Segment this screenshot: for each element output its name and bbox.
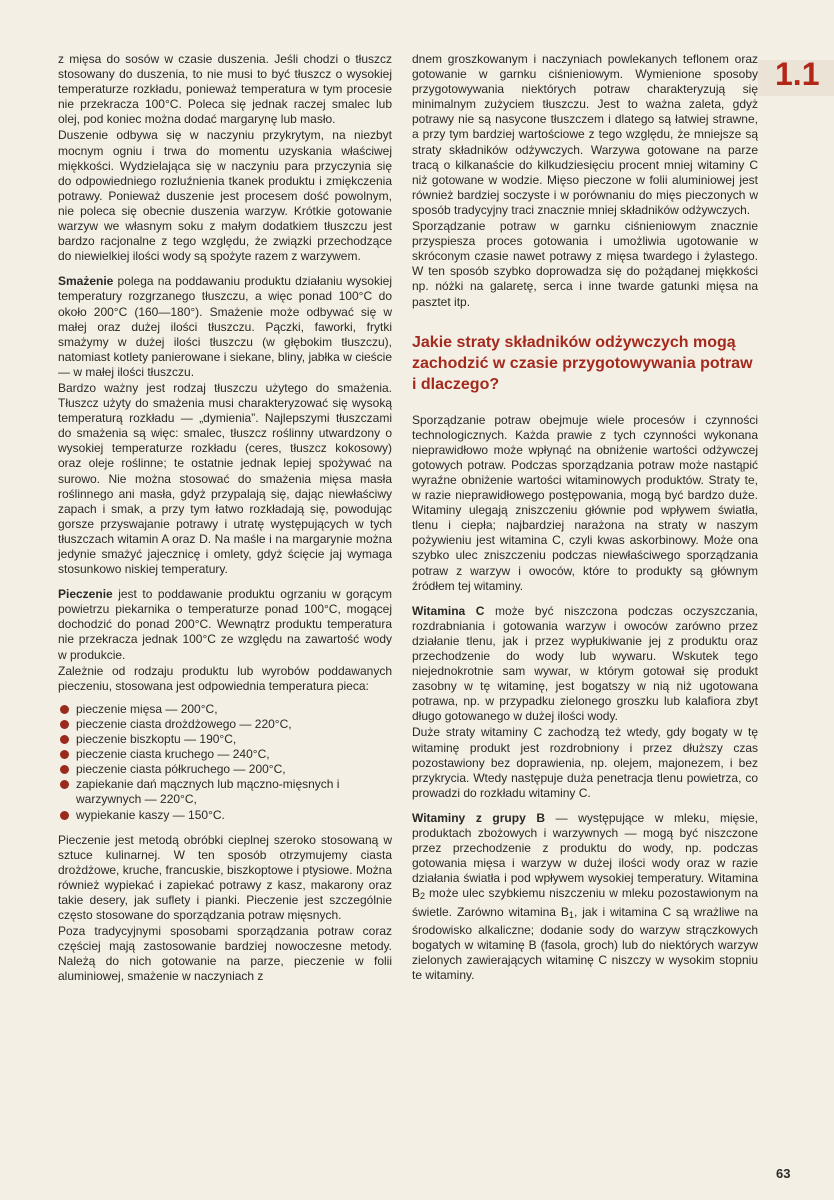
paragraph: Pieczenie jest metodą obróbki cieplnej szeroko stosowaną w sztuce kulinarnej. W ten sposób otrzymujemy ciasta drożdżowe, kruche, francuskie, biszkoptowe i ptysiowe. Można również wypiekać i zapiekać potrawy z kasz, makarony oraz takie desery, jak suflety i pianki. Pieczenie jest szczególnie często stosowane do sporządzania potraw mięsnych. bbox=[58, 832, 392, 923]
paragraph-baking: Pieczenie jest to poddawanie produktu ogrzaniu w gorącym powietrzu piekarnika o temperaturze ponad 100°C, mogącej dochodzić do ponad 200°C. Wewnątrz produktu temperatura nie przekracza jednak 100°C ze względu na zawartość wody w produkcie. bbox=[58, 587, 392, 662]
bullet-icon bbox=[60, 750, 69, 759]
paragraph: Duszenie odbywa się w naczyniu przykrytym, na niezbyt mocnym ogniu i trwa do momentu uzyskania właściwej miękkości. Wydzielająca się w naczyniu para przyczynia się do odpowiedniego rozluźnienia tkanek produktu i zmiękczenia potrawy. Ponieważ duszenie jest procesem dość powolnym, nie poleca się obecnie duszenia warzyw. Krótkie gotowanie warzyw we własnym soku z małym dodatkiem tłuszczu jest bardzo racjonalne z tego względu, że związki przechodzące do niewielkiej ilości wody są spożyte razem z warzywem. bbox=[58, 128, 392, 264]
term-baking: Pieczenie bbox=[58, 587, 113, 602]
bullet-icon bbox=[60, 780, 69, 789]
term-vitamin-c: Witamina C bbox=[412, 603, 485, 618]
list-item: pieczenie mięsa — 200°C, bbox=[58, 702, 392, 717]
paragraph: Bardzo ważny jest rodzaj tłuszczu użytego do smażenia. Tłuszcz użyty do smażenia musi charakteryzować się wysoką temperaturą rozkładu — „dymienia”. Najlepszymi tłuszczami do smażenia są więc: smalec, tłuszcz roślinny utwardzony o wysokiej temperaturze rozkładu (ceres, tłuszcz kokosowy) oraz oleje roślinne; te ostatnie jednak lepiej spożywać na surowo. Nie można stosować do smażenia mięsa masła roślinnego ani masła, gdyż przypalają się, dając niewłaściwy zapach i smak, a przy tym łatwo rozkładają się, powodując gorsze przyswajanie potrawy i utratę występujących w tych tłuszczach witamin A oraz D. Na maśle i na margarynie można jedynie smażyć jajecznicę i omlety, gdyż ścięcie jaj wymaga stosunkowo niskiej temperatury. bbox=[58, 380, 392, 577]
bullet-icon bbox=[60, 705, 69, 714]
list-item: pieczenie ciasta kruchego — 240°C, bbox=[58, 747, 392, 762]
bullet-icon bbox=[60, 735, 69, 744]
paragraph: z mięsa do sosów w czasie duszenia. Jeśli chodzi o tłuszcz stosowany do duszenia, to nie musi to być tłuszcz o wysokiej temperaturze rozkładu, ponieważ temperatura w tym procesie nie przekracza 100°C. Poleca się jednak raczej smalec lub olej, pod koniec można dodać margarynę lub masło. bbox=[58, 52, 392, 127]
paragraph-vitamin-c: Witamina C może być niszczona podczas oczyszczania, rozdrabniania i gotowania warzyw i owoców zarówno przez działanie tlenu, jak i przez wypłukiwanie jej z produktu oraz przechodzenie do wody lub wywaru. Wskutek tego niejednokrotnie sam wywar, w którym gotował się produkt zasobny w tę witaminę, jest bogatszy w nią niż ugotowana potrawa, np. w przypadku zielonego groszku lub kalafiora zbyt długo gotowanego w dużej ilości wody. bbox=[412, 603, 758, 724]
list-item: wypiekanie kaszy — 150°C. bbox=[58, 808, 392, 823]
right-column bbox=[412, 52, 758, 984]
bullet-icon bbox=[60, 765, 69, 774]
list-item: zapiekanie dań mącznych lub mączno-mięsnych i warzywnych — 220°C, bbox=[58, 777, 392, 807]
paragraph: Duże straty witaminy C zachodzą też wtedy, gdy bogaty w tę witaminę produkt jest rozdrobniony i przez dłuższy czas pozostawiony bez doprawienia, np. olejem, majonezem, i bez przykrycia. Wtedy następuje duża penetracja tlenu powietrza, co prowadzi do rozkładu witaminy C. bbox=[412, 725, 758, 800]
paragraph-frying: Smażenie polega na poddawaniu produktu działaniu wysokiej temperatury rozgrzanego tłuszczu, a więc ponad 100°C do około 200°C (160—180°). Smażenie może odbywać się w małej oraz dużej ilości tłuszczu. Pączki, faworki, frytki smażymy w dużej ilości tłuszczu (w głębokim tłuszczu), natomiast kotlety panierowane i siekane, bliny, jabłka w cieście — w małej ilości tłuszczu. bbox=[58, 274, 392, 379]
bullet-icon bbox=[60, 720, 69, 729]
paragraph: Sporządzanie potraw w garnku ciśnieniowym znacznie przyspiesza proces gotowania i umożliwia ugotowanie w skróconym czasie nawet potrawy z mięsa twardego i żylastego. W ten sposób szybko doprowadza się do pożądanej miękkości np. nóżki na galaretę, serca i inne twarde gatunki mięsa na pasztet itp. bbox=[412, 219, 758, 309]
bullet-icon bbox=[60, 811, 69, 820]
section-question-heading: Jakie straty składników odżywczych mogą zachodzić w czasie przygotowywania potraw i dlaczego? bbox=[412, 333, 753, 393]
term-frying: Smażenie bbox=[58, 274, 114, 289]
paragraph: Sporządzanie potraw obejmuje wiele procesów i czynności technologicznych. Każda prawie z tych czynności wykonana nieprawidłowo może wpłynąć na obniżenie wartości odżywczej gotowych potraw. Podczas sporządzania potraw może nastąpić wyraźne obniżenie wartości witaminowych produktów. Straty te, w razie nieprawidłowego postępowania, mogą być bardzo duże. Witaminy ulegają zniszczeniu głównie pod wpływem światła, tlenu i ciepła; najbardziej narażona na straty w naszym pożywieniu jest witamina C, czyli kwas askorbinowy. Może ona szybko ulec zniszczeniu podczas niewłaściwego sporządzania potraw z warzyw i owoców, które to produkty są głównym źródłem tej witaminy. bbox=[412, 412, 758, 593]
baking-temperature-list bbox=[58, 702, 392, 823]
page-number: 63 bbox=[776, 1166, 791, 1181]
left-column bbox=[58, 52, 392, 986]
paragraph: Zależnie od rodzaju produktu lub wyrobów poddawanych pieczeniu, stosowana jest odpowiednia temperatura pieca: bbox=[58, 663, 392, 693]
paragraph-vitamin-b: Witaminy z grupy B — występujące w mleku, mięsie, produktach zbożowych i warzywnych — mogą być niszczone przez przechodzenie z produktu do wody, np. podczas gotowania mięsa i warzyw w dużej ilości wody oraz w razie działania światła i pod wpływem wysokiej temperatury. Witamina $B_2$ może ulec szybkiemu niszczeniu w mleku pozostawionym na świetle. Zarówno witamina $B_1$, jak i witamina C są wrażliwe na środowisko alkaliczne; dodanie sody do warzyw strączkowych bogatych w witaminę B (fasola, groch) lub do niektórych warzyw zielonych zawierających witaminę C niszczy w wysokim stopniu te witaminy. bbox=[412, 810, 758, 982]
list-item: pieczenie ciasta półkruchego — 200°C, bbox=[58, 762, 392, 777]
list-item: pieczenie ciasta drożdżowego — 220°C, bbox=[58, 717, 392, 732]
chapter-number: 1.1 bbox=[775, 56, 820, 92]
list-item: pieczenie biszkoptu — 190°C, bbox=[58, 732, 392, 747]
term-vitamin-b: Witaminy z grupy B bbox=[412, 810, 545, 825]
paragraph: dnem groszkowanym i naczyniach powlekanych teflonem oraz gotowanie w garnku ciśnieniowym. Wymienione sposoby przygotowywania niektórych potraw charakteryzują się minimalnym zużyciem tłuszczu. Jest to ważna zaleta, gdyż potrawy nie są nasycone tłuszczem i dlatego są łatwiej strawne, a przy tym bardziej wartościowe z tego względu, że mniejsze są straty składników odżywczych. Warzywa gotowane na parze tracą o kilkanaście do kilkudziesięciu procent mniej witaminy C niż gotowane w wodzie. Mięso pieczone w folii aluminiowej jest również bardziej soczyste i w porównaniu do mięs pieczonych w sposób tradycyjny traci znacznie mniej składników odżywczych. bbox=[412, 52, 758, 217]
paragraph: Poza tradycyjnymi sposobami sporządzania potraw coraz częściej mają zastosowanie bardziej nowoczesne metody. Należą do nich gotowanie na parze, pieczenie w folii aluminiowej, smażenie w naczyniach z bbox=[58, 924, 392, 984]
